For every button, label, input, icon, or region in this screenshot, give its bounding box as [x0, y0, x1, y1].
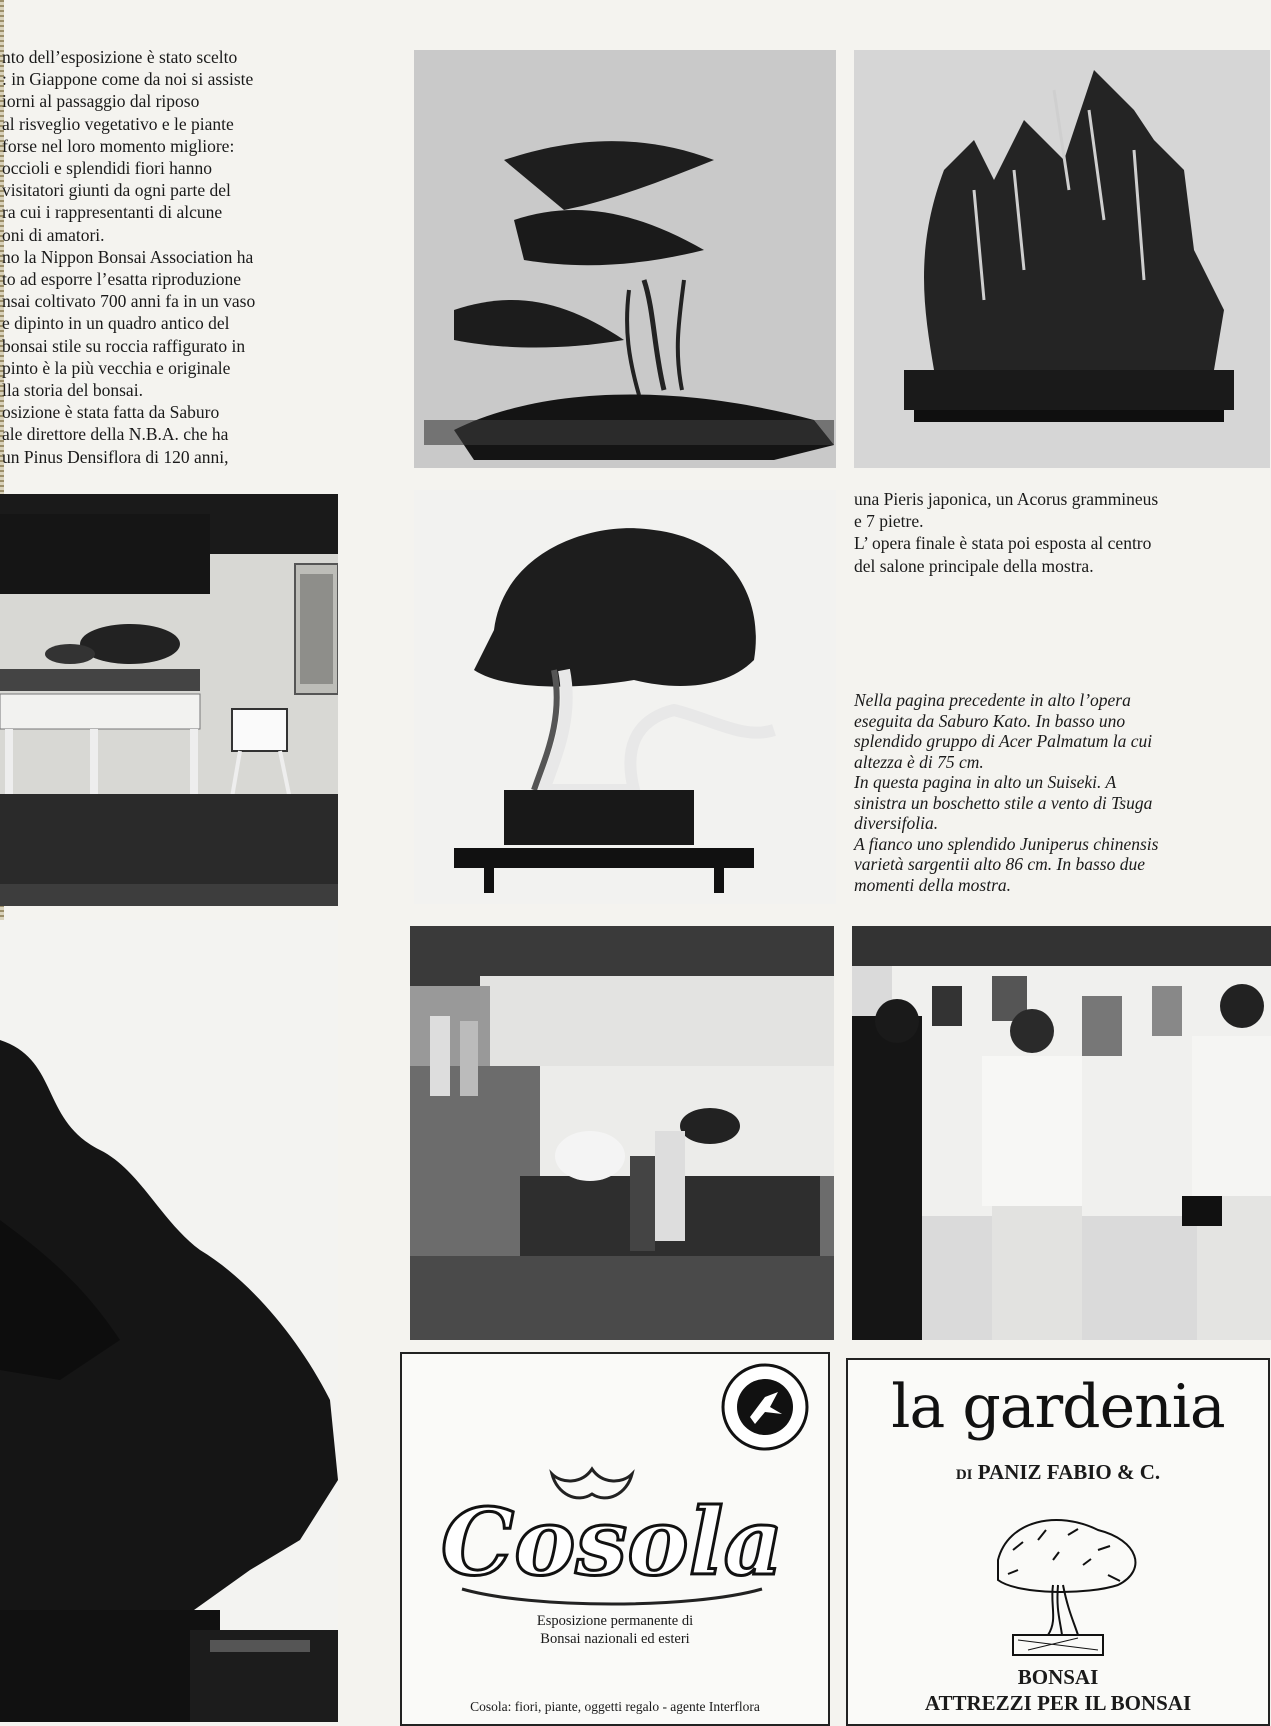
- exhibition-hall-photo: [410, 926, 834, 1340]
- visitors-photo: [852, 926, 1271, 1340]
- left-text-line: pinto è la più vecchia e originale: [2, 357, 231, 378]
- caption-line: altezza è di 75 cm.: [854, 751, 984, 772]
- cosola-footer: Cosola: fiori, piante, oggetti regalo - agente Interflora: [470, 1699, 760, 1714]
- bonsai-drawing-icon: [958, 1490, 1158, 1670]
- right-text-line: e 7 pietre.: [854, 511, 924, 532]
- caption-line: splendido gruppo di Acer Palmatum la cui: [854, 731, 1153, 751]
- cosola-logo: [442, 1464, 782, 1614]
- left-text-line: osizione è stata fatta da Saburo: [2, 402, 220, 423]
- gardenia-title: la gardenia: [891, 1372, 1225, 1442]
- exhibition-booth-photo: [0, 494, 338, 906]
- acer-palmatum-photo: [0, 920, 338, 1722]
- tsuga-forest-photo: [414, 50, 836, 468]
- cosola-advertisement: [400, 1352, 830, 1726]
- fleurop-interflora-badge: [720, 1362, 810, 1452]
- gardenia-tools-line: ATTREZZI PER IL BONSAI: [924, 1691, 1192, 1715]
- svg-text:Cosola: Cosola: [442, 1488, 782, 1596]
- right-text-line: una Pieris japonica, un Acorus grammineus: [854, 489, 1159, 509]
- left-text-line: visitatori giunti da ogni parte del: [2, 180, 231, 201]
- right-text-line: del salone principale della mostra.: [854, 555, 1094, 576]
- left-text-line: occioli e splendidi fiori hanno: [2, 158, 212, 179]
- left-text-line: e dipinto in un quadro antico del: [2, 313, 230, 334]
- left-text-line: nsai coltivato 700 anni fa in un vaso: [2, 291, 256, 312]
- caption-line: A fianco uno splendido Juniperus chinensis: [854, 833, 1159, 854]
- left-text-line: : in Giappone come da noi si assiste: [2, 69, 254, 90]
- caption-line: In questa pagina in alto un Suiseki. A: [854, 772, 1117, 792]
- right-column-text: [854, 488, 1158, 577]
- gardenia-advertisement: [846, 1358, 1270, 1726]
- caption-line: Nella pagina precedente in alto l’opera: [854, 690, 1131, 710]
- cosola-desc-line2: Bonsai nazionali ed esteri: [540, 1631, 690, 1647]
- left-text-line: un Pinus Densiflora di 120 anni,: [2, 446, 229, 467]
- cosola-description: [402, 1612, 828, 1648]
- caption-line: momenti della mostra.: [854, 874, 1012, 895]
- left-text-line: iorni al passaggio dal riposo: [2, 91, 200, 112]
- left-text-line: no la Nippon Bonsai Association ha: [2, 246, 254, 267]
- left-text-line: oni di amatori.: [2, 224, 105, 245]
- left-text-line: forse nel loro momento migliore:: [2, 135, 235, 156]
- gardenia-subtitle: DI PANIZ FABIO & C.: [955, 1460, 1161, 1484]
- left-column-text: [2, 46, 255, 468]
- caption-line: sinistra un boschetto stile a vento di Tsuga: [854, 792, 1153, 813]
- caption-line: diversifolia.: [854, 813, 939, 833]
- right-text-line: L’ opera finale è stata poi esposta al centro: [854, 533, 1152, 554]
- photo-captions: [854, 690, 1158, 895]
- juniperus-photo: [414, 490, 836, 904]
- left-text-line: ale direttore della N.B.A. che ha: [2, 424, 229, 445]
- gardenia-bonsai-line: BONSAI: [1017, 1665, 1099, 1689]
- left-text-line: al risveglio vegetativo e le piante: [2, 113, 234, 134]
- caption-line: eseguita da Saburo Kato. In basso uno: [854, 710, 1126, 731]
- caption-line: varietà sargentii alto 86 cm. In basso due: [854, 854, 1145, 874]
- left-text-line: lla storia del bonsai.: [2, 380, 143, 401]
- cosola-desc-line1: Esposizione permanente di: [536, 1613, 694, 1629]
- suiseki-photo: [854, 50, 1270, 468]
- left-text-line: to ad esporre l’esatta riproduzione: [2, 269, 242, 290]
- left-text-line: bonsai stile su roccia raffigurato in: [2, 335, 246, 356]
- left-text-line: ra cui i rappresentanti di alcune: [2, 202, 223, 223]
- left-text-line: nto dell’esposizione è stato scelto: [2, 47, 238, 67]
